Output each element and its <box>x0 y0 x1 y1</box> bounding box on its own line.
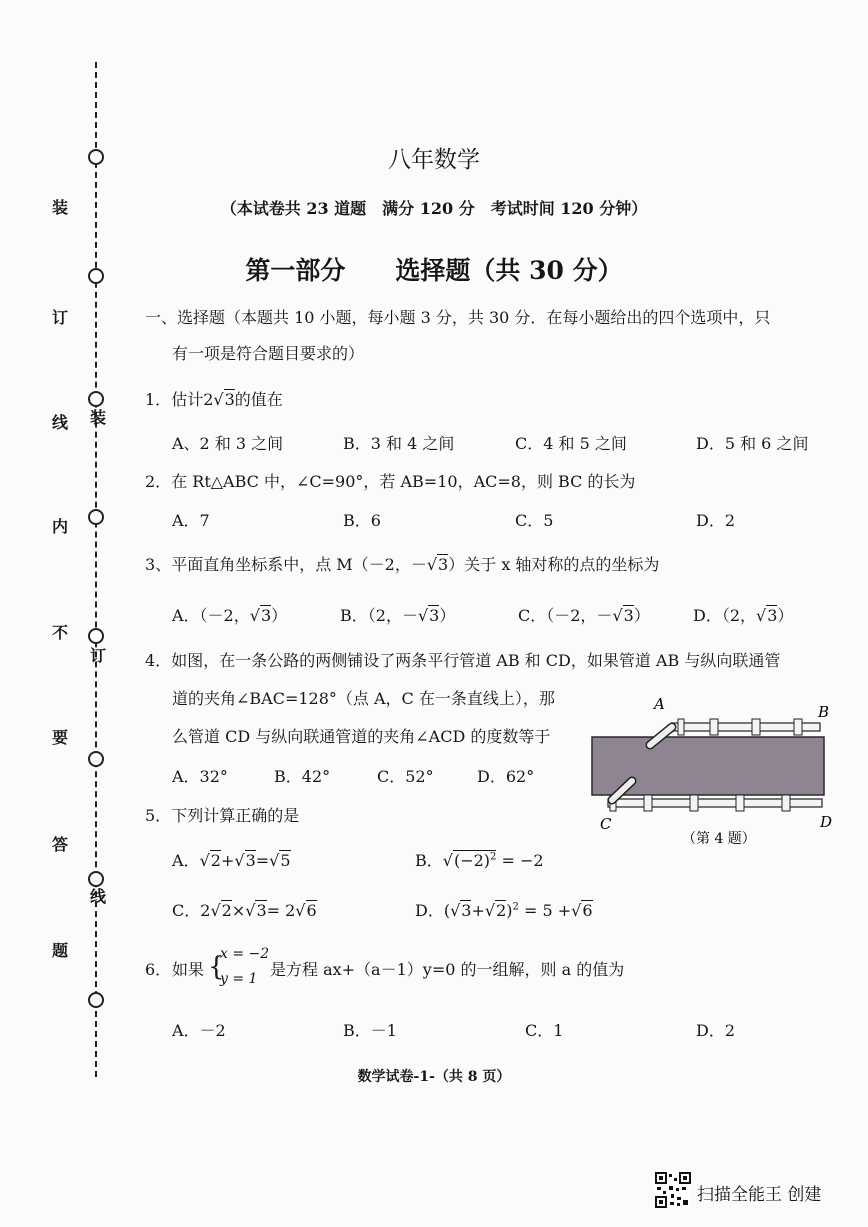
binding-char: 不 <box>52 623 69 642</box>
binding-hole <box>88 751 104 767</box>
binding-inner-char: 订 <box>90 646 107 665</box>
option-a: A．－2 <box>172 1021 226 1040</box>
question-4-stem: 4．如图，在一条公路的两侧铺设了两条平行管道 AB 和 CD，如果管道 AB 与纵向联通管 <box>145 651 781 670</box>
exam-info: （本试卷共 23 道题 满分 120 分 考试时间 120 分钟） <box>220 199 648 218</box>
binding-inner-char: 线 <box>90 887 107 906</box>
option-d: D．62° <box>477 767 535 786</box>
question-6-number: 6． <box>145 960 172 979</box>
option-d: D．2 <box>696 1021 736 1040</box>
question-1-stem: 1．估计2√3的值在 <box>145 390 283 409</box>
option-d: D．5 和 6 之间 <box>696 434 809 453</box>
option-b: B．$√(-2)^2 = -2$ <box>415 851 544 870</box>
option-a: A．（－2，√3） <box>172 606 288 625</box>
option-c: C．4 和 5 之间 <box>515 434 627 453</box>
option-a: A．32° <box>172 767 228 786</box>
binding-char: 内 <box>52 517 69 536</box>
page-title: 八年数学 <box>388 147 480 173</box>
question-4-stem-cont: 么管道 CD 与纵向联通管道的夹角∠ACD 的度数等于 <box>172 727 551 746</box>
section-instruction: 一、选择题（本题共 10 小题，每小题 3 分，共 30 分．在每小题给出的四个选项中，只 <box>145 308 771 327</box>
scanner-watermark: 扫描全能王 创建 <box>697 1185 822 1205</box>
label-a: A <box>654 695 665 713</box>
binding-char: 答 <box>52 835 69 854</box>
binding-hole <box>88 628 104 644</box>
question-5-stem: 5．下列计算正确的是 <box>145 806 300 825</box>
label-b: B <box>818 703 830 721</box>
label-c: C <box>600 815 612 833</box>
question-2-stem: 2．在 Rt△ABC 中，∠C=90°，若 AB=10，AC=8，则 BC 的长为 <box>145 472 636 491</box>
binding-hole <box>88 992 104 1008</box>
question-6-stem: 是方程 ax+（a－1）y=0 的一组解，则 a 的值为 <box>270 960 625 979</box>
option-a: A．7 <box>172 511 210 530</box>
option-d: D．（2，√3） <box>693 606 794 625</box>
question-6-pre: 如果 <box>172 960 205 979</box>
brace: { <box>208 952 225 982</box>
binding-hole <box>88 509 104 525</box>
option-c: C．2√2×√3= 2√6 <box>172 901 317 920</box>
option-b: B．42° <box>274 767 331 786</box>
binding-char: 要 <box>52 728 69 747</box>
option-a: A、2 和 3 之间 <box>172 434 284 453</box>
option-c: C．（－2，－√3） <box>518 606 650 625</box>
option-a: A．√2+√3=√5 <box>172 851 291 870</box>
option-d: D．$(√3+√2)^2 = 5 +√6$ <box>415 901 593 920</box>
option-b: B．3 和 4 之间 <box>343 434 455 453</box>
option-c: C．1 <box>525 1021 564 1040</box>
option-c: C．52° <box>377 767 434 786</box>
binding-char: 订 <box>52 308 69 327</box>
question-3-stem: 3、平面直角坐标系中，点 M（－2，－√3）关于 x 轴对称的点的坐标为 <box>145 555 660 574</box>
part-title: 第一部分 选择题（共 30 分） <box>245 256 623 285</box>
system-eq-2: y = 1 <box>220 971 258 987</box>
system-eq-1: x = −2 <box>220 946 270 962</box>
binding-char: 题 <box>52 941 69 960</box>
option-b: B．－1 <box>343 1021 397 1040</box>
qr-code-icon <box>655 1172 691 1208</box>
figure-caption: （第 4 题） <box>682 831 756 847</box>
option-b: B．（2，－√3） <box>340 606 456 625</box>
label-d: D <box>820 813 833 831</box>
option-d: D．2 <box>696 511 736 530</box>
binding-inner-char: 装 <box>90 408 107 427</box>
binding-char: 线 <box>52 413 69 432</box>
page-footer: 数学试卷-1-（共 8 页） <box>357 1069 511 1085</box>
option-c: C．5 <box>515 511 554 530</box>
section-instruction-cont: 有一项是符合题目要求的） <box>172 344 365 363</box>
pipeline-figure <box>586 695 836 855</box>
question-4-stem-cont: 道的夹角∠BAC=128°（点 A，C 在一条直线上），那 <box>172 689 555 708</box>
binding-char: 装 <box>52 198 69 217</box>
option-b: B．6 <box>343 511 381 530</box>
